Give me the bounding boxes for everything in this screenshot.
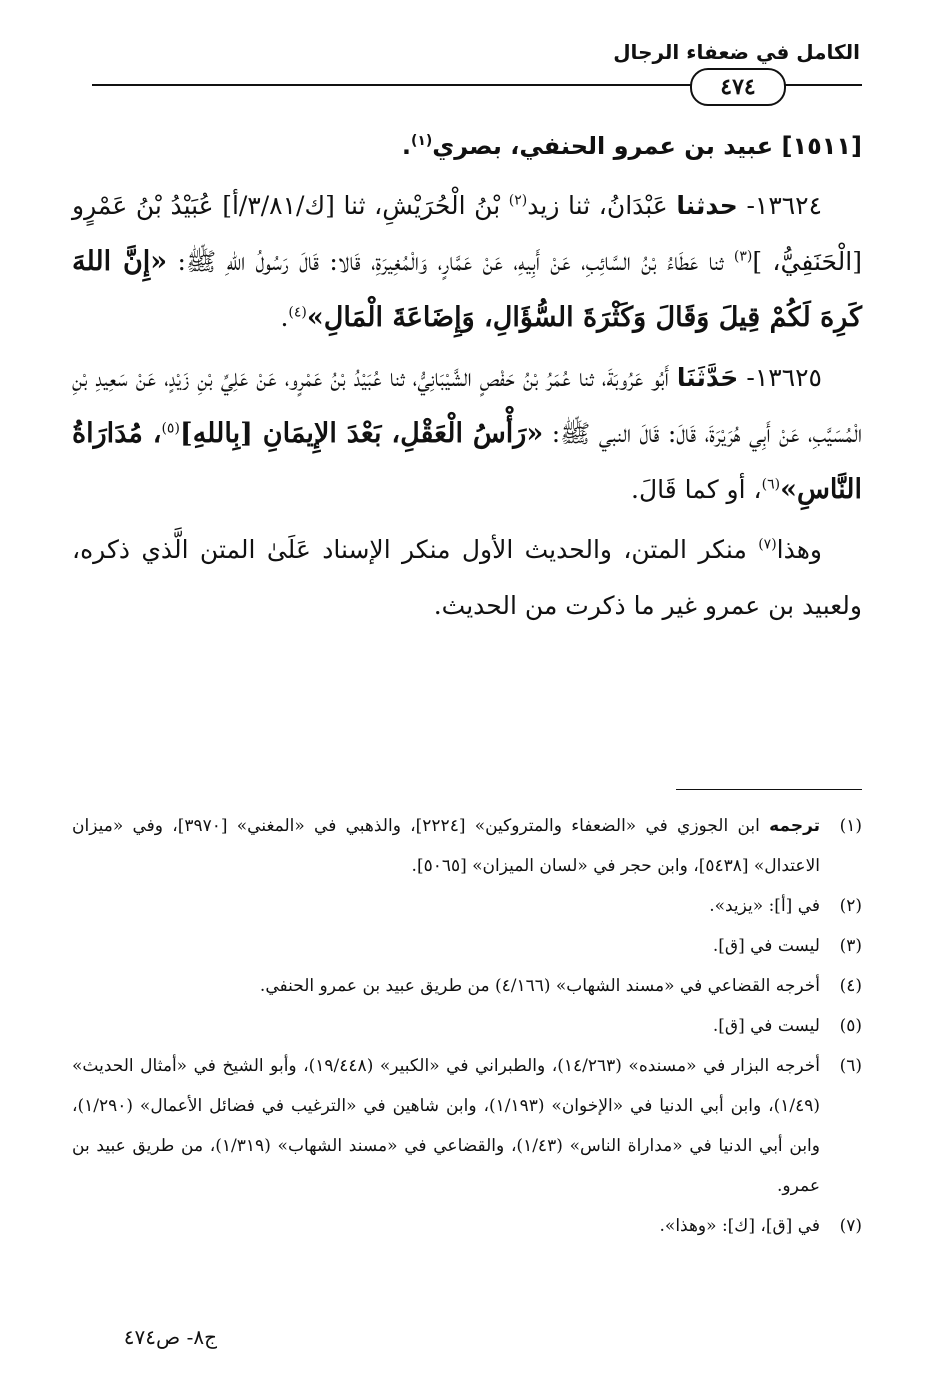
hadith-matn: ، مُدَارَاةُ النَّاسِ» [72,418,862,505]
footnote-number: (٧) [839,1216,862,1236]
footnotes [72,806,862,1246]
footnote [72,926,862,966]
hadith-number: ١٣٦٢٤- [746,191,823,220]
isnad-text: ثنا عَطَاءُ بْنُ السَّائِبِ، عَنْ أَبِيهِ، عَنْ عَمَّارٍ، وَالْمُغِيرَةِ، قَالا: قَالَ رَسُولُ اللهِ ﷺ: [177,247,724,276]
isnad-text: بْنُ الْحُرَيْشِ، ثنا [ك/٣/٨١/أ] عُبَيْدُ بْنُ عَمْرٍو [الْحَنَفِيُّ، ] [72,191,862,276]
sentence-end: . [280,303,289,332]
footnote [72,966,862,1006]
footnote-text [72,806,820,886]
commentary-text: وهذا [776,535,822,564]
footnote [72,886,862,926]
footnote-ref: (٥) [161,420,180,437]
footnote [72,1046,862,1206]
volume-page-footer: ج٨- ص٤٧٤ [123,1325,217,1349]
entry-name: عبيد بن عمرو الحنفي، بصري [432,132,774,160]
sentence-end: ، أو كما قَالَ. [631,475,762,504]
footnote [72,1206,862,1246]
badge-tail-right [786,84,796,86]
footnote-number: (٤) [839,976,862,996]
hadith-matn: «رَأْسُ الْعَقْلِ، بَعْدَ الإِيمَانِ [بِاللهِ] [179,418,544,449]
footnote-body: ليست في [ق]. [712,936,820,956]
footnote-number: (٥) [839,1016,862,1036]
footnote-number: (١) [839,816,862,836]
entry-end: . [401,132,411,160]
entry-heading [72,118,862,174]
footnote-ref: (٢) [508,192,528,209]
footnote-body: أخرجه البزار في «مسنده» (١٤/٢٦٣)، والطبراني في «الكبير» (١٩/٤٤٨)، وأبو الشيخ في «أمثال الحديث» (١/٤٩)، وابن أبي الدنيا في «الإخوان» (١/١٩٣)، وابن شاهين في «الترغيب في فضائل الأعمال» (١/٢٩٠)، وابن أبي الدنيا في «مداراة الناس» (١/٤٣)، والقضاعي في «مسند الشهاب» (١/٣١٩)، من طريق عبيد بن عمرو. [72,1056,820,1196]
narration-keyword: حَدَّثَنَا [676,363,739,392]
main-text [72,118,862,638]
isnad-text: أَبُو عَرُوبَةَ، ثنا عُمَرُ بْنُ حَفْصٍ الشَّيْبَانِيُّ، ثنا عُبَيْدُ بْنُ عَمْرٍو، عَنْ عَلِيِّ بْنِ زَيْدٍ، عَنْ سَعِيدِ بْنِ الْمُسَيَّبِ، عَنْ أَبِي هُرَيْرَةَ، قَالَ: قَالَ النبي ﷺ: [72,363,863,448]
commentary-text: منكر المتن، والحديث الأول منكر الإسناد عَلَىٰ المتن الَّذي ذكره، ولعبيد بن عمرو غير ما ذكرت من الحديث. [72,535,862,620]
footnote-number: (٢) [839,896,862,916]
page-number-badge [690,68,786,106]
footnote-separator [676,789,862,790]
footnote-ref: (٦) [761,476,781,493]
footnote-number: (٦) [839,1056,862,1076]
entry-number: [١٥١١] [781,132,862,160]
narration-keyword: حدثنا [676,191,738,220]
footnote-body: ليست في [ق]. [712,1016,820,1036]
footnote-ref: (٤) [288,304,307,321]
running-title: الكامل في ضعفاء الرجال [613,40,860,64]
footnote-body: في [ق]، [ك]: «وهذا». [659,1216,820,1236]
footnote-ref: (١) [410,133,433,149]
isnad-text: عَبْدَانُ، ثنا زيد [527,191,668,220]
footnote-body: أخرجه القضاعي في «مسند الشهاب» (٤/١٦٦) من طريق عبيد بن عمرو الحنفي. [259,976,820,996]
commentary-paragraph [72,522,862,634]
hadith-paragraph [72,350,862,518]
footnote-body: في [أ]: «يزيد». [709,896,820,916]
hadith-paragraph [72,178,862,346]
hadith-matn: «إِنَّ اللهَ كَرِهَ لَكُمْ قِيلَ وَقَالَ وَكَثْرَةَ السُّؤَالِ، وَإِضَاعَةَ الْمَالِ» [72,246,862,333]
footnote-ref: (٧) [758,536,777,553]
hadith-number: ١٣٦٢٥- [746,363,822,392]
footnote [72,1006,862,1046]
footnote [72,806,862,886]
footnote-lead: ترجمه [769,816,821,836]
footnote-body: ابن الجوزي في «الضعفاء والمتروكين» [٢٢٢٤]، والذهبي في «المغني» [٣٩٧٠]، وفي «ميزان الاعتدال» [٥٤٣٨]، وابن حجر في «لسان الميزان» [٥٠٦٥]. [72,816,820,876]
footnote-ref: (٣) [733,248,753,265]
page-number: ٤٧٤ [720,74,756,100]
badge-tail-left [680,84,690,86]
footnote-number: (٣) [839,936,862,956]
